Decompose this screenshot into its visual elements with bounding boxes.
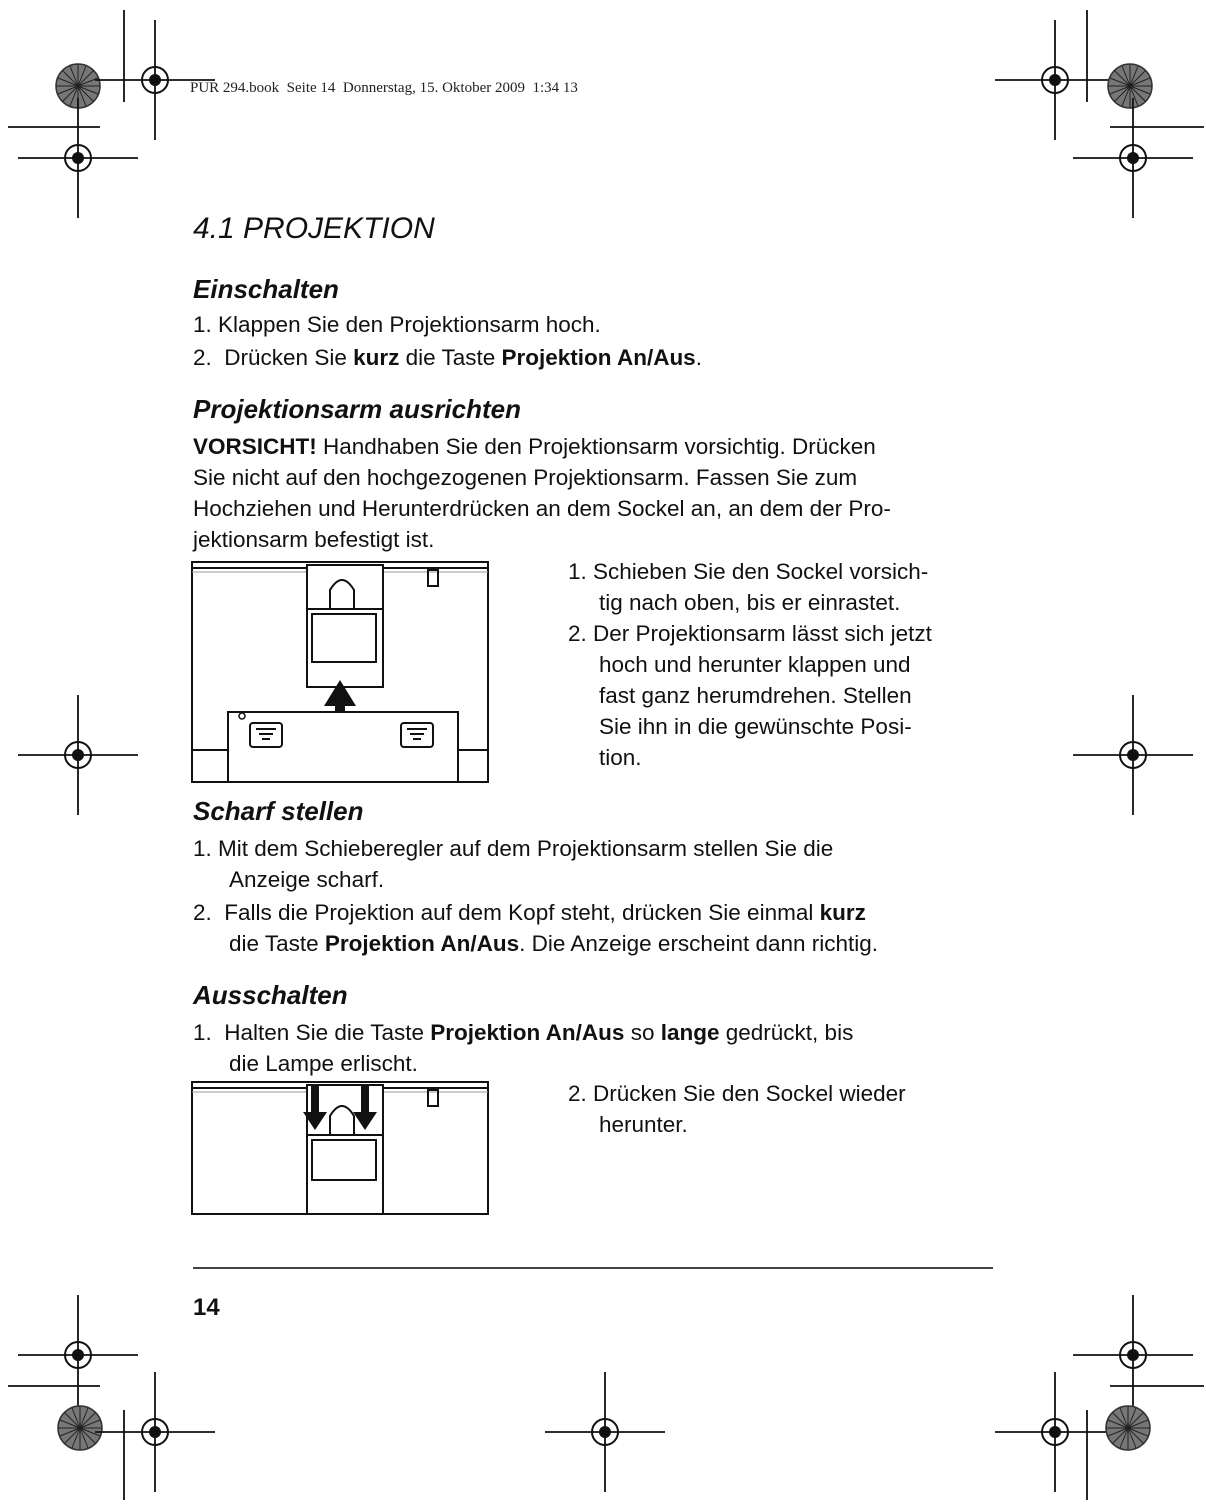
registration-mark-icon (18, 98, 138, 218)
caution-paragraph: VORSICHT! Handhaben Sie den Projektionsarm vorsichtig. Drücken Sie nicht auf den hochgezogenen Projektionsarm. Fassen Sie zum Hochziehen und Herunterdrücken an dem Sockel an, an dem der Pro- jektionsarm befestigt ist. (193, 434, 891, 552)
registration-mark-icon (95, 1372, 215, 1492)
scharf-step-2: 2. Falls die Projektion auf dem Kopf steht, drücken Sie einmal kurz die Taste Projektion An/Aus. Die Anzeige erscheint dann richtig. (193, 900, 879, 956)
registration-mark-icon (545, 1372, 665, 1492)
registration-mark-icon (1073, 1295, 1193, 1415)
einschalten-step-2: 2. Drücken Sie kurz die Taste Projektion An/Aus. (193, 345, 702, 370)
registration-mark-icon (995, 20, 1115, 140)
registration-mark-icon (18, 695, 138, 815)
ausrichten-step-2: 2. Der Projektionsarm lässt sich jetzt hoch und herunter klappen und fast ganz herumdrehen. Stellen Sie ihn in die gewünschte Posi- tion. (568, 621, 932, 770)
einschalten-step-1: 1. Klappen Sie den Projektionsarm hoch. (193, 312, 601, 337)
registration-mark-icon (1073, 98, 1193, 218)
button-symbol-icon (250, 723, 282, 747)
registration-mark-icon (1073, 695, 1193, 815)
scharf-step-1: 1. Mit dem Schieberegler auf dem Projektionsarm stellen Sie die Anzeige scharf. (193, 836, 834, 892)
ausschalten-step-2: 2. Drücken Sie den Sockel wieder herunter. (568, 1081, 906, 1137)
figure-base-push-up (190, 560, 490, 786)
section-title-scharf-stellen: Scharf stellen (193, 796, 364, 826)
figure-base-push-down (190, 1080, 490, 1218)
footer-rule (193, 1267, 993, 1269)
registration-mark-icon (995, 1372, 1115, 1492)
caution-label: VORSICHT! (193, 434, 317, 459)
section-title-einschalten: Einschalten (193, 274, 339, 304)
section-title-ausschalten: Ausschalten (193, 980, 348, 1010)
ausschalten-step-1: 1. Halten Sie die Taste Projektion An/Aus so lange gedrückt, bis die Lampe erlischt. (193, 1020, 854, 1076)
color-wheel-icon (58, 1406, 102, 1450)
button-symbol-icon (401, 723, 433, 747)
page-number: 14 (193, 1294, 220, 1321)
chapter-title: 4.1 PROJEKTION (193, 212, 435, 245)
section-title-ausrichten: Projektionsarm ausrichten (193, 394, 521, 424)
color-wheel-icon (1106, 1406, 1150, 1450)
registration-mark-icon (18, 1295, 138, 1415)
color-wheel-icon (1108, 64, 1152, 108)
print-header: PUR 294.book Seite 14 Donnerstag, 15. Oktober 2009 1:34 13 (190, 80, 578, 96)
ausrichten-step-1: 1. Schieben Sie den Sockel vorsich- tig nach oben, bis er einrastet. (568, 559, 929, 615)
